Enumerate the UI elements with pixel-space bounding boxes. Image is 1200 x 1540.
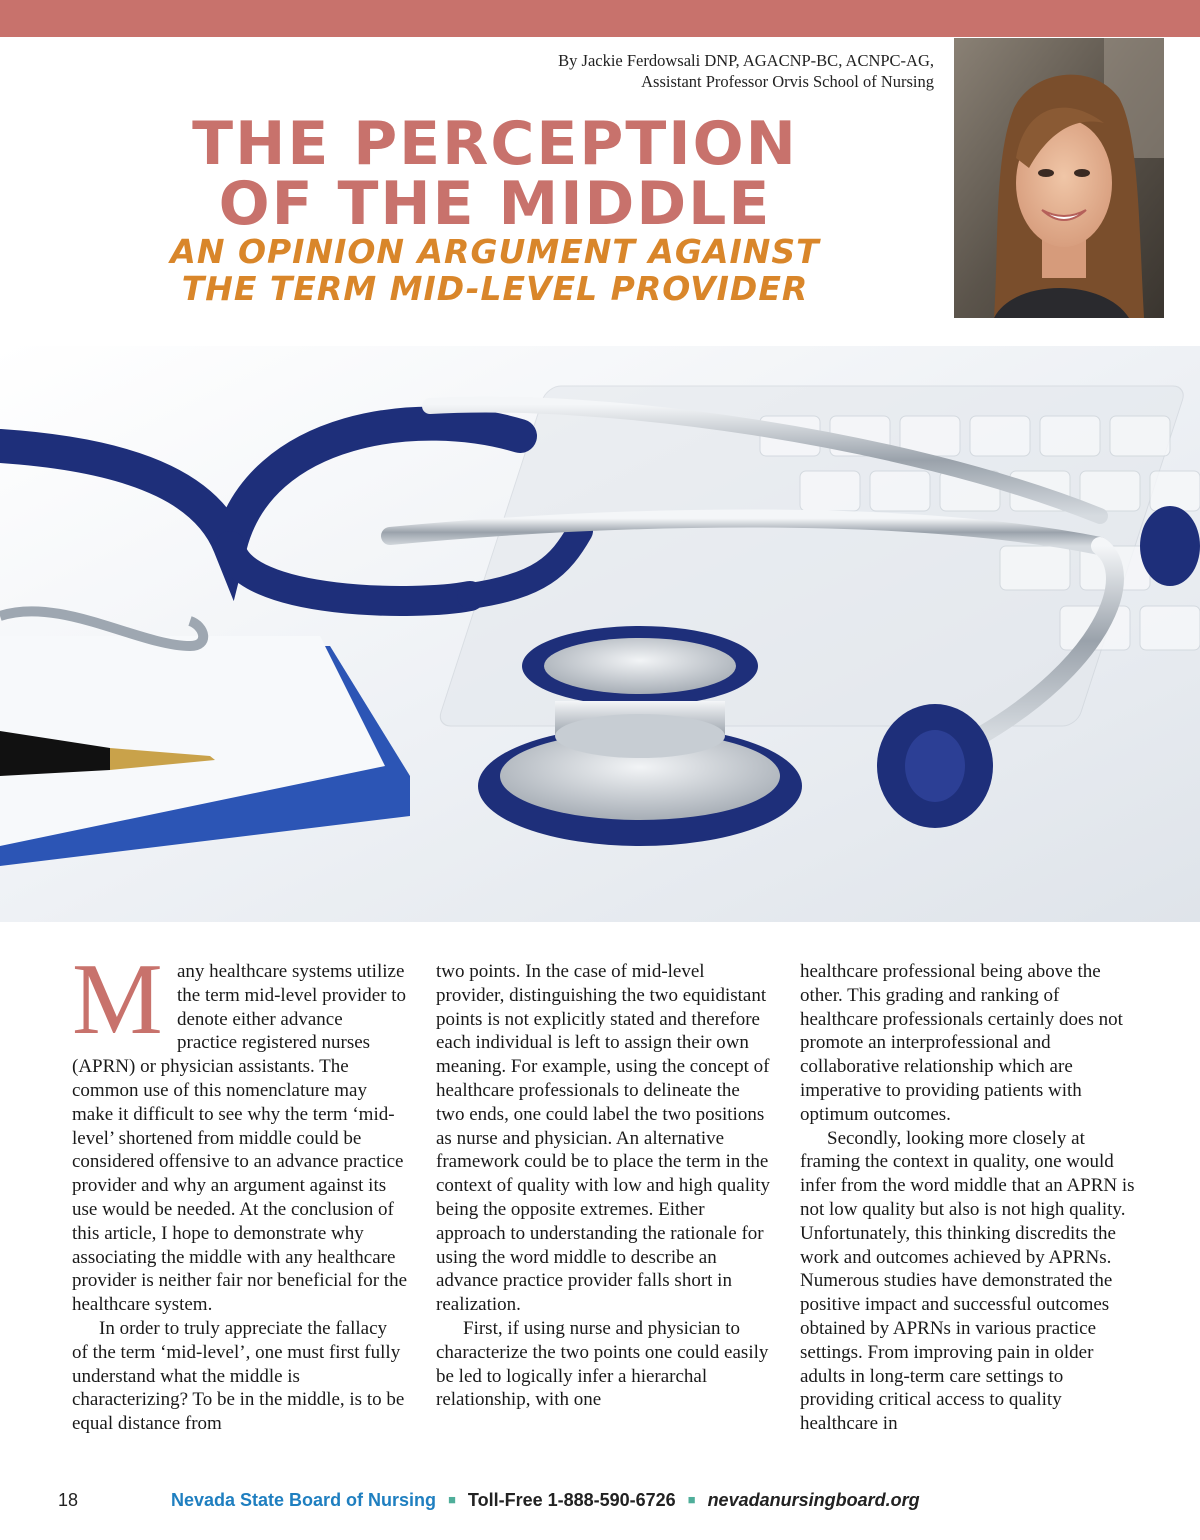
article-title-line-1: THE PERCEPTION bbox=[192, 109, 798, 179]
byline-line-2: Assistant Professor Orvis School of Nursing bbox=[641, 72, 934, 91]
footer-info bbox=[171, 1490, 920, 1511]
article-column-3 bbox=[800, 960, 1135, 1436]
footer-website-link[interactable]: nevadanursingboard.org bbox=[707, 1490, 920, 1510]
page-footer bbox=[0, 1486, 1200, 1516]
stethoscope-hero-photo bbox=[0, 346, 1200, 922]
paragraph: any healthcare systems utilize the term mid-level provider to denote either advance practice registered nurses (APRN) or physician assistants. The common use of this nomenclature may make it difficult to see why the term ‘mid-level’ shortened from middle could be considered offensive to an advance practice provider and why an argument against its use would be needed. At the conclusion of this article, I hope to demonstrate why associating the middle with any healthcare provider is neither fair nor beneficial for the healthcare system. bbox=[72, 961, 407, 1316]
article-subtitle-line-2: THE TERM MID-LEVEL PROVIDER bbox=[181, 269, 809, 308]
author-portrait-photo bbox=[954, 38, 1164, 318]
paragraph: two points. In the case of mid-level provider, distinguishing the two equidistant points is not explicitly stated and therefore each individual is left to assign their own meaning. For example, using the concept of healthcare professionals to delineate the two ends, one could label the two positions as nurse and physician. An alternative framework could be to place the term in the context of quality with low and high quality being the opposite extremes. Either approach to understanding the rationale for using the word middle to describe an advance practice provider falls short in realization. bbox=[436, 961, 771, 1316]
article-column-1 bbox=[72, 943, 407, 1436]
separator-square-icon: ■ bbox=[448, 1492, 456, 1507]
article-title-line-2: OF THE MIDDLE bbox=[218, 169, 772, 239]
paragraph: healthcare professional being above the other. This grading and ranking of healthcare professionals certainly does not promote an interprofessional and collaborative relationship which are imperative to providing patients with optimum outcomes. bbox=[800, 961, 1123, 1125]
paragraph: Secondly, looking more closely at framing the context in quality, one would infer from the word middle that an APRN is not low quality but also is not high quality. Unfortunately, this thinking discredits the work and outcomes achieved by APRNs. Numerous studies have demonstrated the positive impact and successful outcomes obtained by APRNs in various practice settings. From improving pain in older adults in long-term care settings to providing critical access to quality healthcare in bbox=[800, 1127, 1135, 1435]
page-number: 18 bbox=[58, 1490, 79, 1510]
separator-square-icon: ■ bbox=[687, 1492, 696, 1507]
paragraph: In order to truly appreciate the fallacy of the term ‘mid-level’, one must first fully understand what the middle is characterizing? To be in the middle, is to be equal distance from bbox=[72, 1317, 405, 1435]
article-column-2 bbox=[436, 960, 771, 1412]
footer-phone: Toll-Free 1-888-590-6726 bbox=[467, 1490, 676, 1510]
byline-line-1: By Jackie Ferdowsali DNP, AGACNP-BC, ACNPC-AG, bbox=[558, 51, 934, 70]
article-subtitle-line-1: AN OPINION ARGUMENT AGAINST bbox=[170, 232, 820, 271]
footer-organization: Nevada State Board of Nursing bbox=[171, 1490, 437, 1510]
paragraph: First, if using nurse and physician to characterize the two points one could easily be led to logically infer a hierarchal relationship, with one bbox=[436, 1317, 769, 1411]
author-byline bbox=[558, 50, 934, 92]
drop-cap-letter: M bbox=[72, 943, 163, 1056]
top-color-band bbox=[0, 0, 1200, 37]
